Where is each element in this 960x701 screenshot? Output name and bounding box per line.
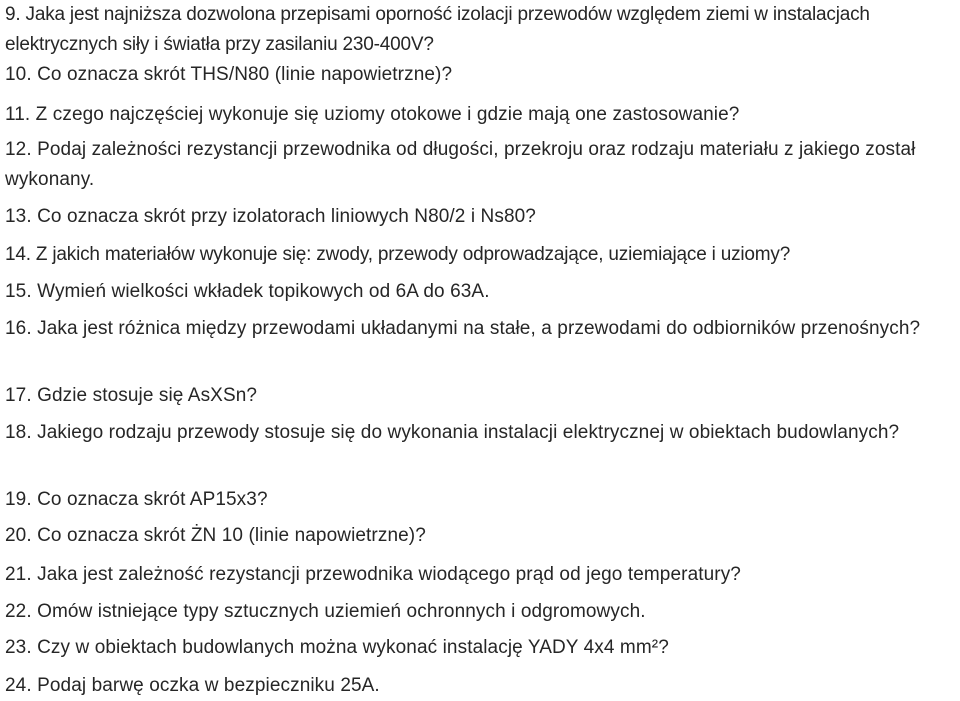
question-24: 24. Podaj barwę oczka w bezpieczniku 25A. [5, 675, 380, 696]
question-13: 13. Co oznacza skrót przy izolatorach liniowych N80/2 i Ns80? [5, 206, 536, 227]
question-21: 21. Jaka jest zależność rezystancji przewodnika wiodącego prąd od jego temperatury? [5, 564, 741, 585]
question-12: 12. Podaj zależności rezystancji przewodnika od długości, przekroju oraz rodzaju materiału z jakiego został wykonany. [5, 139, 916, 190]
question-11: 11. Z czego najczęściej wykonuje się uziomy otokowe i gdzie mają one zastosowanie? [5, 104, 740, 125]
question-14: 14. Z jakich materiałów wykonuje się: zwody, przewody odprowadzające, uziemiające i uziomy? [5, 244, 791, 265]
question-10: 10. Co oznacza skrót THS/N80 (linie napowietrzne)? [5, 64, 453, 85]
question-18: 18. Jakiego rodzaju przewody stosuje się do wykonania instalacji elektrycznej w obiektach budowlanych? [5, 422, 900, 443]
question-22: 22. Omów istniejące typy sztucznych uziemień ochronnych i odgromowych. [5, 601, 646, 622]
question-19: 19. Co oznacza skrót AP15x3? [5, 489, 268, 510]
question-9: 9. Jaka jest najniższa dozwolona przepisami oporność izolacji przewodów względem ziemi w instalacjach elektrycznych siły i światła przy zasilaniu 230-400V? [5, 4, 870, 55]
question-20: 20. Co oznacza skrót ŻN 10 (linie napowietrzne)? [5, 525, 426, 546]
question-16: 16. Jaka jest różnica między przewodami układanymi na stałe, a przewodami do odbiorników przenośnych? [5, 318, 921, 339]
question-17: 17. Gdzie stosuje się AsXSn? [5, 385, 258, 406]
question-23: 23. Czy w obiektach budowlanych można wykonać instalację YADY 4x4 mm²? [5, 637, 669, 658]
question-15: 15. Wymień wielkości wkładek topikowych od 6A do 63A. [5, 281, 490, 302]
